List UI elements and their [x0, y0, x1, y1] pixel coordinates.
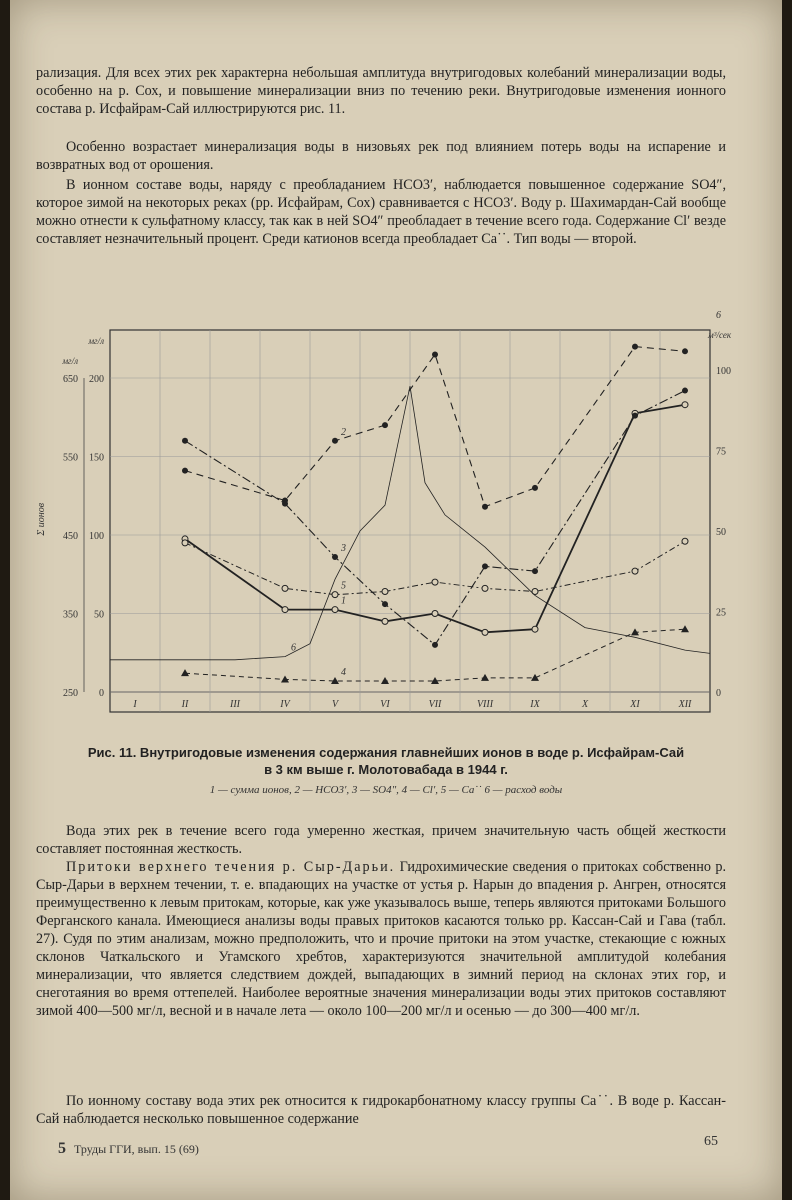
series-6-label: 6 [291, 642, 296, 654]
right-axis-tick: 50 [716, 527, 726, 538]
series-3-label: 3 [341, 542, 346, 554]
paragraph-5 [36, 858, 726, 1020]
publisher: Труды ГГИ, вып. 15 (69) [74, 1142, 199, 1156]
right-axis-mark: 6 [716, 310, 721, 321]
page-footer [58, 1140, 199, 1158]
series-2-point [382, 422, 388, 428]
series-2-point [182, 468, 188, 474]
series-2-point [682, 348, 688, 354]
inner-axis-tick: 150 [89, 452, 104, 464]
series-1-point [282, 607, 288, 613]
series-4-point [481, 674, 489, 681]
series-4-point [281, 675, 289, 682]
series-1-point [432, 611, 438, 617]
series-5-point [632, 568, 638, 574]
outer-axis-unit: мг/л [62, 356, 78, 366]
page-number: 65 [704, 1134, 718, 1149]
series-3-point [382, 601, 388, 607]
series-5-point [182, 540, 188, 546]
month-tick-label: IV [280, 699, 290, 710]
outer-axis-tick: 250 [63, 688, 78, 699]
series-1-point [682, 402, 688, 408]
figure-legend: 1 — сумма ионов, 2 — HCO3′, 3 — SO4″, 4 — Cl′, 5 — Ca˙˙ 6 — расход воды [209, 784, 563, 796]
series-4-point [181, 669, 189, 676]
series-5-point [332, 592, 338, 598]
month-tick-label: I [133, 699, 137, 710]
series-3-point [482, 563, 488, 569]
month-tick-label: IX [530, 699, 540, 710]
series-3-point [282, 501, 288, 507]
outer-axis-tick: 350 [63, 609, 78, 621]
series-2-point [482, 504, 488, 510]
series-4-label: 4 [341, 667, 346, 679]
series-5-point [482, 585, 488, 591]
series-1-point [382, 618, 388, 624]
series-2-point [432, 351, 438, 357]
paragraph-4: Вода этих рек в течение всего года умеренно жесткая, причем значительную часть общей жесткости составляет постоянная жесткость. [36, 823, 726, 857]
document-page [10, 0, 782, 1200]
series-3-point [332, 554, 338, 560]
series-5-point [682, 538, 688, 544]
series-1-point [532, 626, 538, 632]
figure-caption-line-2: в 3 км выше г. Молотовабада в 1944 г. [264, 762, 508, 777]
ion-chart [30, 300, 750, 740]
paragraph-1: рализация. Для всех этих рек характерна небольшая амплитуда внутригодовых колебаний минерализации воды, особенно на р. Сох, и повышение минерализации вниз по течению реки. Внутригодовые изменения ионного состава р. Исфайрам-Сай иллюстрируются рис. 11. [36, 65, 726, 117]
figure-caption-line-1: Рис. 11. Внутригодовые изменения содержания главнейших ионов в воде р. Исфайрам-Сай [87, 745, 685, 760]
month-tick-label: VII [428, 699, 442, 710]
inner-axis-tick: 50 [94, 609, 104, 621]
month-tick-label: III [230, 699, 240, 710]
series-3-point [182, 438, 188, 444]
section-heading: Притоки верхнего течения р. Сыр-Дарьи. [66, 859, 396, 875]
inner-axis-tick: 100 [89, 531, 104, 542]
series-4-point [381, 677, 389, 684]
series-2-point [532, 485, 538, 491]
right-axis-tick: 0 [716, 688, 721, 699]
right-axis-tick: 75 [716, 446, 726, 458]
series-5-point [382, 589, 388, 595]
month-tick-label: XI [630, 699, 640, 710]
right-axis-tick: 25 [716, 607, 726, 619]
right-axis-tick: 100 [716, 366, 731, 377]
series-4-point [681, 625, 689, 632]
series-1-point [482, 629, 488, 635]
outer-axis-tick: 550 [63, 452, 78, 464]
sheet-mark: 5 [58, 1140, 66, 1157]
month-tick-label: V [331, 699, 339, 710]
series-2-label: 2 [341, 426, 346, 438]
paragraph-2: Особенно возрастает минерализация воды в низовьях рек под влиянием потерь воды на испарение и возвратных вод от орошения. [36, 139, 726, 173]
outer-axis-title: Σ ионов [36, 502, 47, 536]
paragraph-6: По ионному составу вода этих рек относится к гидрокарбонатному классу группы Ca˙˙. В воде р. Кассан-Сай наблюдается несколько повышенное содержание [36, 1093, 726, 1127]
month-tick-label: II [181, 699, 189, 710]
figure-caption [36, 744, 736, 778]
series-3-point [682, 388, 688, 394]
right-axis-unit: м³/сек [708, 330, 732, 340]
series-3-point [532, 568, 538, 574]
inner-axis-unit: мг/л [88, 336, 104, 346]
month-tick-label: X [581, 699, 589, 710]
paragraph-3: В ионном составе воды, наряду с преобладанием HCO3′, наблюдается повышенное содержание SO4″, которое зимой на некоторых реках (рр. Исфайрам, Сох) сравнивается с HCO3′. Воду р. Шахимардан-Сай вообще можно отнести к сульфатному классу, так как в ней SO4″ преобладает в течение всего года. Содержание Cl′ везде составляет незначительный процент. Среди катионов всегда преобладает Ca˙˙. Тип воды — второй. [36, 177, 726, 247]
series-5-point [432, 579, 438, 585]
series-5-label: 5 [341, 580, 346, 592]
series-1-point [332, 607, 338, 613]
inner-axis-tick: 200 [89, 374, 104, 385]
month-tick-label: VIII [476, 699, 494, 710]
series-1-label: 1 [341, 595, 346, 607]
series-3-point [632, 413, 638, 419]
paragraph-5-text: Гидрохимические сведения о притоках собственно р. Сыр-Дарьи в верхнем течении, т. е. впадающих на участке от устья р. Нарын до впадения р. Ангрен, относятся преимущественно к левым притокам, которые, как уже указывалось выше, теперь являются притоками Большого Ферганского канала. Имеющиеся анализы воды правых притоков касаются только рр. Кассан-Сай и Гава (табл. 27). Судя по этим анализам, можно предположить, что и прочие притоки на этом участке, стекающие с южных склонов Чаткальского и Угамского хребтов, характеризуются значительной амплитудой колебания минерализации, что является следствием дождей, выпадающих в зимний период на склонах этих гор, и снеготаяния во время оттепелей. Наиболее вероятные значения минерализации воды этих притоков составляют зимой 400—500 мг/л, весной и в начале лета — около 100—200 мг/л и осенью — до 300—400 мг/л. [36, 859, 727, 1019]
series-4-point [531, 674, 539, 681]
series-2-point [332, 438, 338, 444]
inner-axis-tick: 0 [99, 688, 104, 699]
outer-axis-tick: 450 [63, 531, 78, 542]
series-5-point [282, 585, 288, 591]
month-tick-label: VI [380, 699, 390, 710]
month-tick-label: XII [678, 699, 692, 710]
series-3-point [432, 642, 438, 648]
outer-axis-tick: 650 [63, 374, 78, 385]
series-2-point [632, 344, 638, 350]
